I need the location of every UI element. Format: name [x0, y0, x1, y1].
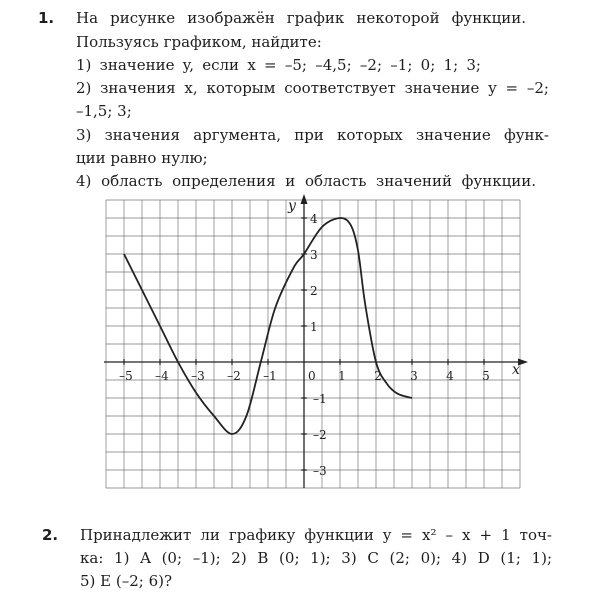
problem-text-line: –1,5; 3; — [76, 102, 132, 120]
x-tick-label: 2 — [374, 369, 382, 383]
problem-number: 2. — [42, 526, 59, 544]
problem-text-line: ка: 1) A (0; –1); 2) B (0; 1); 3) C (2; 0); 4) D (1; 1); — [80, 549, 552, 567]
y-tick-label: –2 — [313, 428, 327, 442]
x-axis-label: x — [512, 362, 520, 378]
problem-text-line: 4) область определения и область значений функции. — [76, 172, 536, 190]
y-tick-label: 4 — [310, 212, 318, 226]
problem-text-line: ции равно нулю; — [76, 149, 208, 167]
problem-text-line: 2) значения x, которым соответствует значение y = –2; — [76, 79, 549, 97]
y-tick-label: 3 — [310, 248, 318, 262]
problem-text-line: Принадлежит ли графику функции y = x² – x + 1 точ- — [80, 526, 552, 544]
problem-text-line: 1) значение y, если x = –5; –4,5; –2; –1; 0; 1; 3; — [76, 56, 481, 74]
x-tick-label: –3 — [191, 369, 205, 383]
x-tick-label: 5 — [482, 369, 490, 383]
x-tick-label: –2 — [227, 369, 241, 383]
problem-text-line: На рисунке изображён график некоторой функции. — [76, 9, 526, 27]
problem-text-line: 5) E (–2; 6)? — [80, 572, 173, 590]
x-tick-label: –4 — [155, 369, 169, 383]
x-tick-label: 3 — [410, 369, 418, 383]
problem-number: 1. — [38, 9, 55, 27]
problem-text-line: Пользуясь графиком, найдите: — [76, 33, 322, 51]
x-tick-label: 4 — [446, 369, 454, 383]
y-tick-label: –1 — [313, 392, 327, 406]
problem-text-line: 3) значения аргумента, при которых значение функ- — [76, 126, 549, 144]
y-axis-arrow-icon — [301, 194, 308, 204]
y-tick-label: 1 — [310, 320, 318, 334]
y-tick-label: 2 — [310, 284, 318, 298]
origin-label: 0 — [308, 369, 316, 383]
y-axis-label: y — [288, 198, 296, 214]
x-tick-label: –1 — [263, 369, 277, 383]
y-tick-label: –3 — [313, 464, 327, 478]
x-tick-label: 1 — [338, 369, 346, 383]
x-tick-label: –5 — [119, 369, 133, 383]
